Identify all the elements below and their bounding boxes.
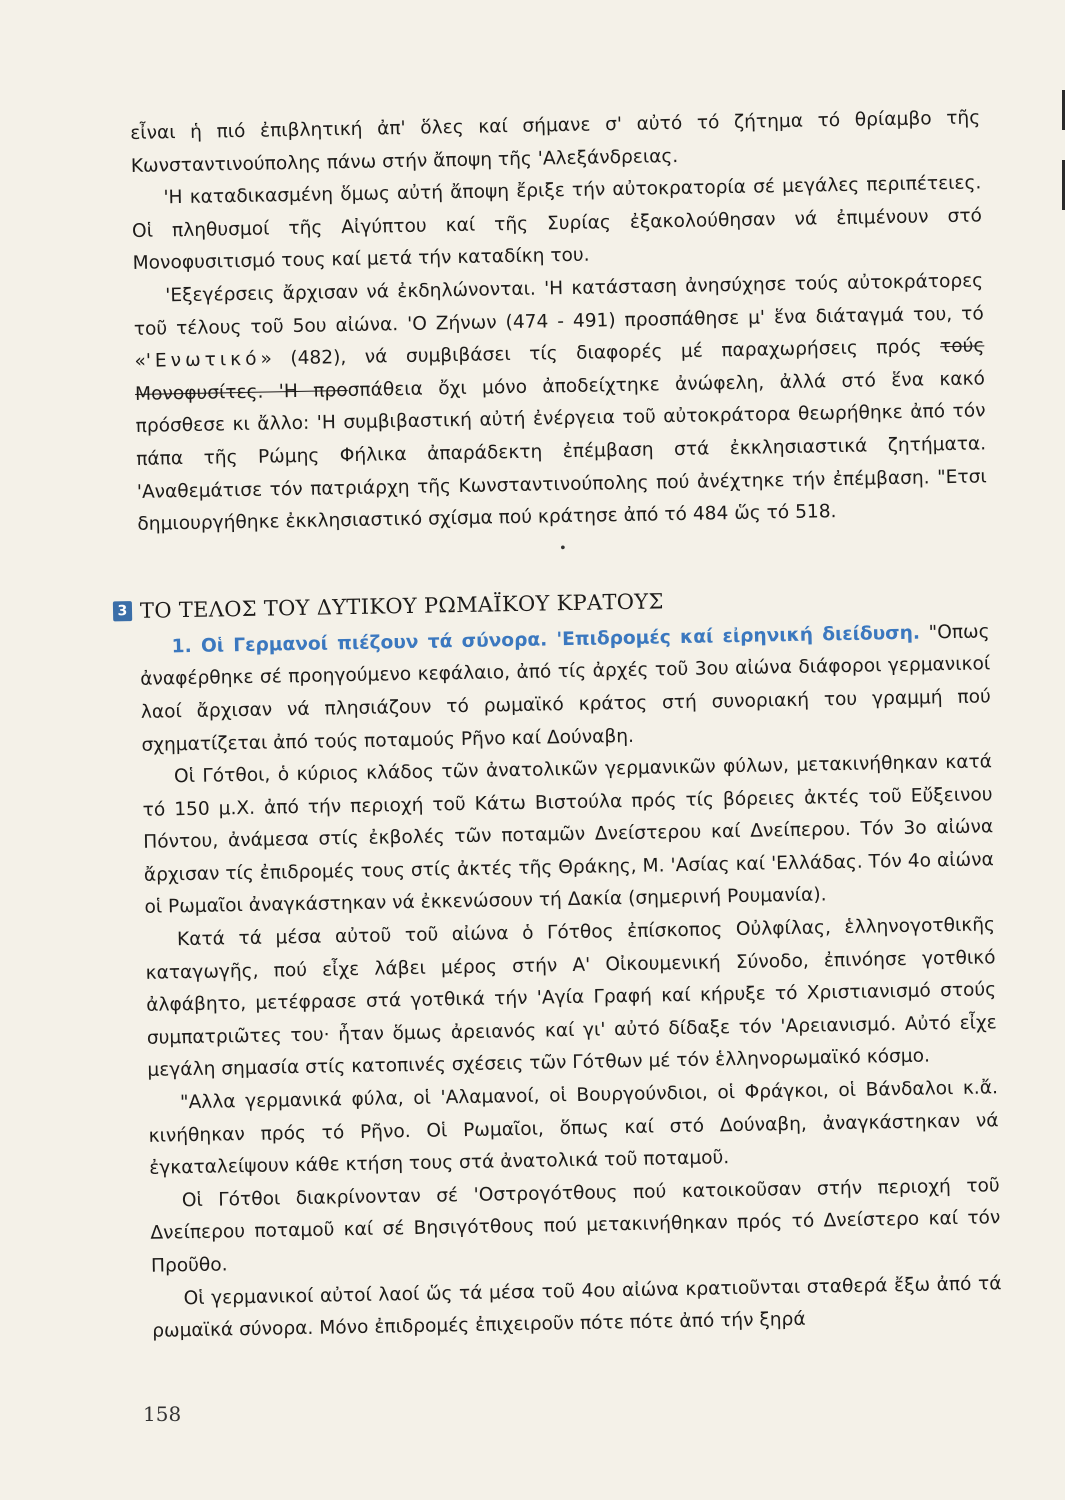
section-title: ΤΟ ΤΕΛΟΣ ΤΟΥ ΔΥΤΙΚΟΥ ΡΩΜΑΪΚΟΥ ΚΡΑΤΟΥΣ	[139, 589, 664, 623]
intro-paragraph-3	[133, 265, 988, 541]
body-paragraph: "Αλλα γερμανικά φύλα, οἱ 'Αλαμανοί, οἱ Βουργούνδιοι, οἱ Φράγκοι, οἱ Βάνδαλοι κ.ἄ. κινήθηκαν πρός τό Ρῆνο. Οἱ Ρωμαῖοι, ὅπως καί στό Δούναβη, ἀναγκάστηκαν νά ἐγκαταλείψουν κάθε κτήση τους στά ἀνατολικά τοῦ ποταμοῦ.	[148, 1077, 999, 1180]
subsection-title: 1. Οἱ Γερμανοί πιέζουν τά σύνορα. 'Επιδρομές καί εἰρηνική διείδυση.	[171, 622, 921, 658]
paragraph-text: » (482), νά συμβιβάσει τίς διαφορές μέ παραχωρήσεις πρός	[260, 336, 941, 370]
body-paragraph: Οἱ Γότθοι, ὁ κύριος κλάδος τῶν ἀνατολικῶν γερμανικῶν φύλων, μετακινήθηκαν κατά τό 150 μ.Χ. ἀπό τήν περιοχή τοῦ Κάτω Βιστούλα πρός τίς βόρειες ἀκτές τοῦ Εὔξεινου Πόντου, ἀνάμεσα στίς ἐκβολές τῶν ποταμῶν Δνείστερου καί Δνείπερου. Τόν 3ο αἰώνα ἄρχισαν τίς ἐπιδρομές τους στίς ἀκτές τῆς Θράκης, Μ. 'Ασίας καί 'Ελλάδας. Τόν 4ο αἰώνα οἱ Ρωμαῖοι ἀναγκάστηκαν νά ἐκκενώσουν τή Δακία (σημερινή Ρουμανία).	[142, 751, 994, 919]
intro-paragraph-2: 'Η καταδικασμένη ὅμως αὐτή ἄποψη ἔριξε τήν αὐτοκρατορία σέ μεγάλες περιπέτειες. Οἱ πληθυσμοί τῆς Αἰγύπτου καί τῆς Συρίας ἐξακολούθησαν νά ἐπιμένουν στό Μονοφυσιτισμό τους καί μετά τήν καταδίκη του.	[131, 172, 983, 275]
paragraph-text: σπάθεια ὄχι μόνο ἀποδείχτηκε ἀνώφελη, ἀλλά στό ἕνα κακό πρόσθεσε κι ἄλλο: 'Η συμβιβαστική αὐτή ἐνέργεια τοῦ αὐτοκράτορα θεωρήθηκε ἀπό τόν πάπα τῆς Ρώμης Φήλικα ἀπαράδεκτη ἐπέμβαση στά ἐκκλησιαστικά ζητήματα. 'Αναθεμάτισε τόν πατριάρχη τῆς Κωνσταντινούπολης πού ἀνέχτηκε τήν ἐπέμβαση. "Ετσι δημιουργήθηκε ἐκκλησιαστικό σχίσμα πού κράτησε ἀπό τό 484 ὥς τό 518.	[135, 368, 987, 536]
paragraph-text: 'Εξεγέρσεις ἄρχισαν νά ἐκδηλώνονται. 'Η κατάσταση ἀνησύχησε τούς αὐτοκράτορες τοῦ τέλους τοῦ 5ου αἰώνα. 'Ο Ζήνων (474 - 491) προσπάθησε μ' ἕνα διάταγμά του, τό «	[133, 270, 984, 373]
page-number: 158	[143, 1402, 182, 1426]
henotikon-term: 'Ενωτικό	[145, 348, 261, 372]
intro-paragraph-1: εἶναι ἡ πιό ἐπιβλητική ἀπ' ὅλες καί σήμανε σ' αὐτό τό ζήτημα τό θρίαμβο τῆς Κωνσταντινούπολης πάνω στήν ἄποψη τῆς 'Αλεξάνδρειας.	[130, 107, 981, 177]
lead-text: "Οπως ἀναφέρθηκε σέ προηγούμενο κεφάλαιο, ἀπό τίς ἀρχές τοῦ 3ου αἰώνα διάφοροι γερμανικοί λαοί ἄρχισαν νά πλησιάζουν τό ρωμαϊκό κράτος στή συνοριακή του γραμμή πού σχηματίζεται ἀπό τούς ποταμούς Ρῆνο καί Δούναβη.	[140, 621, 991, 756]
section-lead-paragraph	[139, 616, 991, 762]
struck-phrase: τούς Μονοφυσίτες. 'Η προ	[134, 335, 985, 405]
body-paragraph: Οἱ γερμανικοί αὐτοί λαοί ὥς τά μέσα τοῦ 4ου αἰώνα κρατιοῦνται σταθερά ἔξω ἀπό τά ρωμαϊκά σύνορα. Μόνο ἐπιδρομές ἐπιχειροῦν πότε πότε ἀπό τήν ξηρά	[152, 1272, 1002, 1342]
body-paragraph: Κατά τά μέσα αὐτοῦ τοῦ αἰώνα ὁ Γότθος ἐπίσκοπος Οὐλφίλας, ἑλληνογοτθικῆς καταγωγῆς, πού εἶχε λάβει μέρος στήν Α' Οἰκουμενική Σύνοδο, ἐπινόησε γοτθικό ἀλφάβητο, μετέφρασε στά γοτθικά τήν 'Αγία Γραφή καί κήρυξε τό Χριστιανισμό στούς συμπατριῶτες του· ἦταν ὅμως ἀρειανός καί γι' αὐτό δίδαξε τόν 'Αρειανισμό. Αὐτό εἶχε μεγάλη σημασία στίς κατοπινές σχέσεις τῶν Γότθων μέ τόν ἑλληνορωμαϊκό κόσμο.	[145, 914, 997, 1082]
section-number-badge: 3	[113, 601, 132, 621]
separator-dot: •	[558, 540, 567, 556]
body-paragraph: Οἱ Γότθοι διακρίνονταν σέ 'Οστρογότθους πού κατοικοῦσαν στήν περιοχή τοῦ Δνείπερου ποταμοῦ καί σέ Βησιγότθους πού μετακινήθηκαν πρός τό Δνείστερο καί τόν Προῦθο.	[150, 1175, 1001, 1277]
text-column	[117, 102, 1002, 1348]
